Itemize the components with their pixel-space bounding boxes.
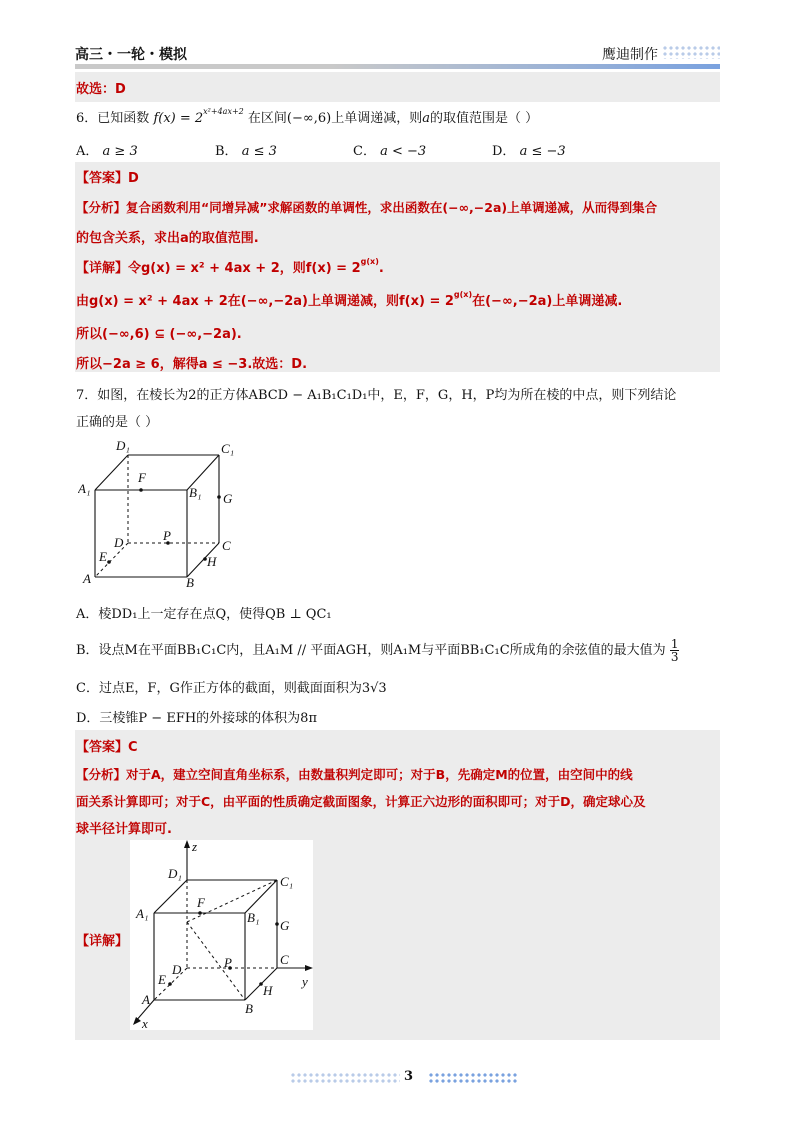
q7-option-c: C．过点E，F，G作正方体的截面，则截面面积为3√3 [76,681,387,696]
q7-option-a: A．棱DD₁上一定存在点Q，使得QB ⊥ QC₁ [76,607,332,622]
cube2-label-a1: A₁ [136,906,149,921]
cube1-label-a: A [83,571,91,586]
q7-answer: 【答案】C [76,740,138,755]
cube1-label-c: C [222,538,231,553]
page-footer [0,1068,794,1088]
q6-option-a: A． a ≥ 3 [76,144,138,159]
cube2-label-f: F [197,895,205,910]
cube2-label-b1: B₁ [247,910,260,925]
cube1-label-p: P [163,528,171,543]
cube2-label-y: y [302,974,308,989]
cube2-label-p: P [224,955,232,970]
cube2-label-z: z [192,840,198,854]
q7-solution-figure [130,840,313,1030]
cube1-label-d: D [114,535,124,550]
q7-axes-cube-svg [130,840,313,1030]
q7-option-b-fraction: $\frac{1}{3}$ [670,637,679,664]
header-dot-pattern [662,45,720,59]
q7-analysis-line-3: 球半径计算即可. [76,822,172,837]
q6-detail-line-2: 由g(x) = x² + 4ax + 2在(−∞,−2a)上单调递减，则$f(x) = 2^{g(x)}$在(−∞,−2a)上单调递减. [76,290,623,309]
cube2-label-e: E [158,972,166,987]
q7-number: 7． [76,388,98,403]
cube1-label-h: H [207,554,217,569]
cube2-label-d1: D₁ [168,866,182,881]
cube2-label-c: C [280,952,289,967]
q6-detail-line-1: 【详解】令g(x) = x² + 4ax + 2，则$f(x) = 2^{g(x)}$. [76,257,384,276]
q6-option-c: C． a < −3 [353,144,427,159]
q6-option-b: B． a ≤ 3 [215,144,277,159]
cube2-label-d: D [172,962,182,977]
q6-detail-line-4: 所以−2a ≥ 6，解得a ≤ −3.故选：D. [76,357,308,372]
q7-analysis-line-1: 【分析】对于A，建立空间直角坐标系，由数量积判定即可；对于B，先确定M的位置，由空间中的线 [76,767,633,782]
q7-stem-line-2: 正确的是（ ） [76,415,159,430]
q7-analysis-line-2: 面关系计算即可；对于C，由平面的性质确定截面图象，计算正六边形的面积即可；对于D，确定球心及 [76,794,646,809]
cube1-label-d1: D₁ [116,438,130,453]
q6-analysis-line-2: 的包含关系，求出a的取值范围. [76,231,259,246]
header-rule [75,64,720,69]
q6-analysis-line-1: 【分析】复合函数利用“同增异减”求解函数的单调性，求出函数在(−∞,−2a)上单调递减，从而得到集合 [76,200,658,215]
cube1-label-f: F [138,470,146,485]
footer-dots-left [290,1072,400,1084]
cube2-label-a: A [142,992,150,1007]
cube2-label-h: H [263,983,273,998]
cube1-label-a1: A₁ [78,481,91,496]
cube2-label-x: x [142,1016,148,1030]
q7-cube-figure [78,437,248,592]
q7-detail-label: 【详解】 [76,934,129,949]
cube1-label-g: G [223,491,233,506]
header-title: 高三・一轮・模拟 [75,47,187,63]
cube1-label-b1: B₁ [189,485,202,500]
cube2-label-g: G [280,918,290,933]
q6-stem: 6．已知函数 $f(x) = 2^{x^2+4ax+2}$ 在区间(−∞,6)上单调递减，则a的取值范围是（ ） [76,107,539,126]
page-number: 3 [404,1069,414,1084]
prev-answer-line: 故选：D [76,82,126,97]
q6-option-d: D． a ≤ −3 [492,144,566,159]
q6-answer: 【答案】D [76,171,139,186]
q6-detail-line-3: 所以(−∞,6) ⊆ (−∞,−2a). [76,327,242,342]
cube2-label-b: B [245,1001,253,1016]
q7-stem-line-1: 7．如图，在棱长为2的正方体ABCD − A₁B₁C₁D₁中，E，F，G，H，P均为所在棱的中点，则下列结论 [76,388,677,403]
q6-number: 6． [76,111,98,126]
page-header [75,44,720,64]
footer-dots-right [428,1072,518,1084]
cube1-label-e: E [99,549,107,564]
cube2-label-c1: C₁ [280,874,294,889]
header-brand: 鹰迪制作 [602,47,658,63]
cube1-label-b: B [186,575,194,590]
q7-option-b: B．设点M在平面BB₁C₁C内，且A₁M // 平面AGH，则A₁M与平面BB₁C₁C所成角的余弦值的最大值为 $\frac{1}{3}$ [76,637,679,664]
q7-option-d: D．三棱锥P − EFH的外接球的体积为8π [76,711,317,726]
prev-answer-block [75,72,720,102]
cube1-label-c1: C₁ [221,441,235,456]
